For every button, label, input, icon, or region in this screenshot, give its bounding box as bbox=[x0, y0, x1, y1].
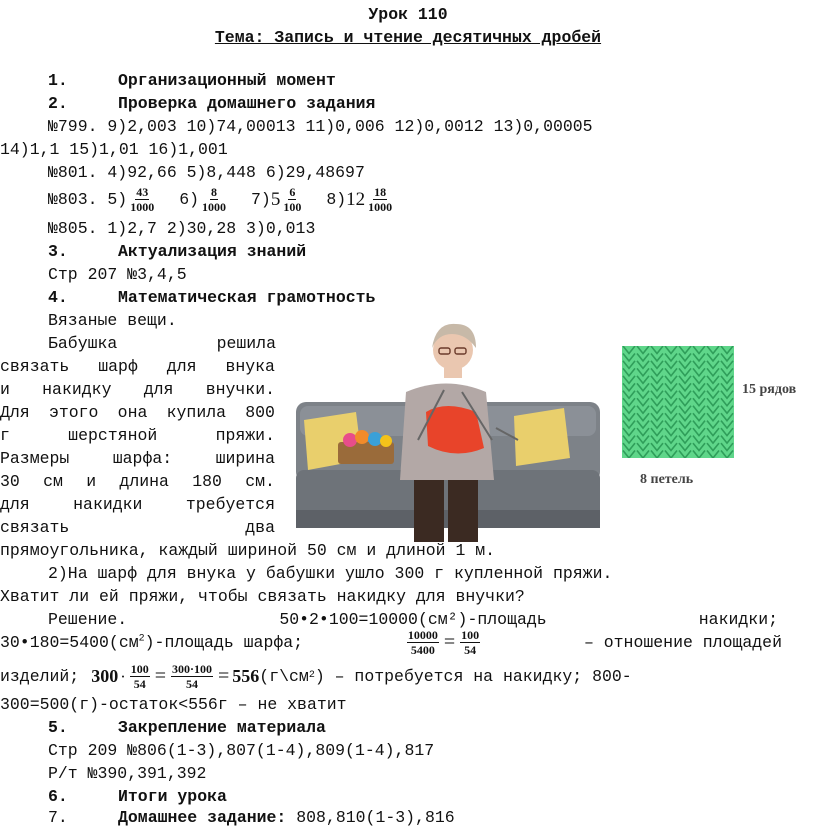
fraction-300x100-54: $\frac{300\cdot 100}{54}$ bbox=[172, 661, 213, 691]
wrap-line-2: связать шарф для внука bbox=[0, 357, 275, 376]
knitting-grandmother-photo bbox=[296, 320, 600, 542]
wrap-line-4: Для этого она купила 800 bbox=[0, 403, 275, 422]
knit-rows-label: 15 рядов bbox=[742, 382, 797, 397]
consolidation-line-1: Стр 209 №806(1-3),807(1-4),809(1-4),817 bbox=[48, 741, 435, 760]
section-6 bbox=[48, 785, 227, 808]
hw-803 bbox=[48, 180, 395, 218]
section-5 bbox=[48, 716, 326, 739]
wrap-line-8: для накидки требуется bbox=[0, 495, 275, 514]
section-4 bbox=[48, 286, 375, 309]
section-title: Итоги урока bbox=[118, 787, 227, 806]
wrap-line-9: связать два bbox=[0, 518, 275, 537]
section-title: Актуализация знаний bbox=[118, 242, 307, 261]
section-3 bbox=[48, 240, 306, 263]
solution-line-3: изделий; 300 · $\frac{100}{54}$ = $\frac{300\cdot 100}{54}$ = 556 (г\см 2 ) – потребуется на накидку; 800- bbox=[0, 661, 632, 691]
section-number: 3. bbox=[48, 242, 68, 261]
section-1 bbox=[48, 69, 336, 92]
section-title: Математическая грамотность bbox=[118, 288, 376, 307]
hw-801: №801. 4)92,66 5)8,448 6)29,48697 bbox=[48, 163, 365, 182]
question-line-2: Хватит ли ей пряжи, чтобы связать накидку для внучки? bbox=[0, 587, 525, 606]
hw-803-p8: 8) bbox=[326, 189, 347, 209]
hw-803-p6: 6) bbox=[179, 189, 200, 209]
section-number: 7. bbox=[48, 808, 68, 827]
knit-swatch-image bbox=[622, 346, 734, 458]
wrap-line-3: и накидку для внучки. bbox=[0, 380, 275, 399]
wrap-line-7: 30 см и длина 180 см. bbox=[0, 472, 275, 491]
fraction-100-54: $\frac{100}{54}$ bbox=[461, 627, 480, 657]
lesson-title: Урок 110 bbox=[368, 5, 448, 24]
fraction-43-1000: $\frac{43}{1000}$ bbox=[130, 184, 155, 214]
literacy-subtitle: Вязаные вещи. bbox=[48, 311, 177, 330]
section-2 bbox=[48, 92, 375, 115]
mixed-whole-5: 5 bbox=[270, 188, 281, 210]
hw-799-line1: №799. 9)2,003 10)74,00013 11)0,006 12)0,0012 13)0,00005 bbox=[48, 117, 593, 136]
solution-line-4: 300=500(г)-остаток<556г – не хватит bbox=[0, 695, 347, 714]
wrap-line-6: Размеры шарфа: ширина bbox=[0, 449, 275, 468]
hw-803-p7: 7) bbox=[251, 189, 271, 209]
homework-value: 808,810(1-3),816 bbox=[286, 808, 455, 827]
fraction-8-1000: $\frac{8}{1000}$ bbox=[202, 184, 227, 214]
mixed-whole-12: 12 bbox=[346, 188, 366, 210]
section-7 bbox=[48, 806, 455, 829]
solution-line-2: $30•180=5400(см^2)$-площадь шарфа; $\frac{10000}{5400}$ = $\frac{100}{54}$ – отношение площадей bbox=[0, 627, 782, 657]
hw-799-line2: 14)1,1 15)1,01 16)1,001 bbox=[0, 140, 228, 159]
literacy-full-line: прямоугольника, каждый шириной 50 см и длиной 1 м. bbox=[0, 541, 496, 560]
section-title: Закрепление материала bbox=[118, 718, 326, 737]
wrap-line-5: г шерстяной пряжи. bbox=[0, 426, 275, 445]
hw-803-prefix: №803. 5) bbox=[48, 189, 128, 209]
wrap-line-1: Бабушка решила bbox=[48, 334, 276, 353]
question-line-1: 2)На шарф для внука у бабушки ушло 300 г купленной пряжи. bbox=[48, 564, 613, 583]
section-title: Проверка домашнего задания bbox=[118, 94, 376, 113]
section-number: 2. bbox=[48, 94, 68, 113]
fraction-10000-5400: $\frac{10000}{5400}$ bbox=[407, 627, 438, 657]
fraction-18-1000: $\frac{18}{1000}$ bbox=[368, 184, 393, 214]
section-number: 6. bbox=[48, 787, 68, 806]
fraction-6-100: $\frac{6}{100}$ bbox=[283, 184, 302, 214]
section-title: Организационный момент bbox=[118, 71, 336, 90]
section-number: 4. bbox=[48, 288, 68, 307]
fraction-100-54: $\frac{100}{54}$ bbox=[130, 661, 149, 691]
lesson-topic: Тема: Запись и чтение десятичных дробей bbox=[214, 28, 602, 47]
hw-805: №805. 1)2,7 2)30,28 3)0,013 bbox=[48, 219, 316, 238]
section-number: 5. bbox=[48, 718, 68, 737]
section-number: 1. bbox=[48, 71, 68, 90]
section-title: Домашнее задание: bbox=[118, 808, 287, 827]
actualization-text: Стр 207 №3,4,5 bbox=[48, 265, 187, 284]
consolidation-line-2: Р/т №390,391,392 bbox=[48, 764, 207, 783]
solution-line-1: Решение. 50•2•100=10000(см²)-площадь накидки; bbox=[48, 610, 778, 629]
knit-loops-label: 8 петель bbox=[640, 472, 694, 487]
